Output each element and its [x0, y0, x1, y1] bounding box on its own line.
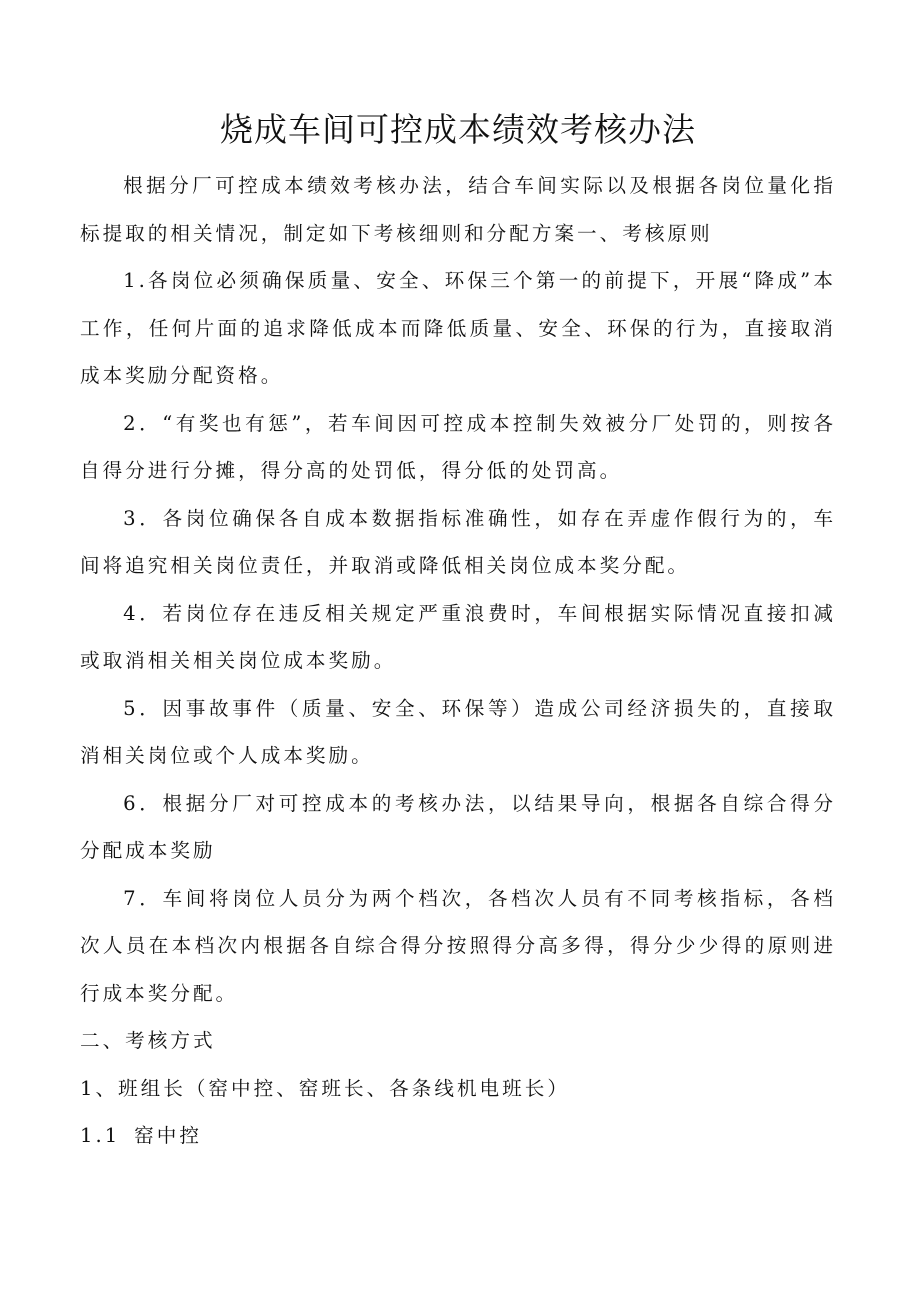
document-title: 烧成车间可控成本绩效考核办法 [220, 110, 696, 149]
principle-2: 2．“有奖也有惩”，若车间因可控成本控制失效被分厂处罚的，则按各自得分进行分摊，得分高的处罚低，得分低的处罚高。 [80, 411, 836, 482]
principle-6: 6．根据分厂对可控成本的考核办法，以结果导向，根据各自综合得分分配成本奖励 [80, 791, 836, 862]
subsection-1-1-label: 窑中控 [134, 1124, 202, 1147]
subsection-1-1-heading [80, 1112, 836, 1160]
intro-paragraph: 根据分厂可控成本绩效考核办法，结合车间实际以及根据各岗位量化指标提取的相关情况，制定如下考核细则和分配方案一、考核原则 [80, 174, 836, 245]
principle-3: 3．各岗位确保各自成本数据指标准确性，如存在弄虚作假行为的，车间将追究相关岗位责任，并取消或降低相关岗位成本奖分配。 [80, 506, 836, 577]
subsection-1-1-number: 1.1 [80, 1124, 121, 1147]
principle-7: 7．车间将岗位人员分为两个档次，各档次人员有不同考核指标，各档次人员在本档次内根据各自综合得分按照得分高多得，得分少少得的原则进行成本奖分配。 [80, 886, 836, 1005]
subsection-1-heading: 1、班组长（窑中控、窑班长、各条线机电班长） [80, 1076, 570, 1100]
principle-1: 1.各岗位必须确保质量、安全、环保三个第一的前提下，开展“降成”本工作，任何片面的追求降低成本而降低质量、安全、环保的行为，直接取消成本奖励分配资格。 [80, 269, 836, 387]
document-body [80, 162, 836, 1160]
principle-5: 5．因事故事件（质量、安全、环保等）造成公司经济损失的，直接取消相关岗位或个人成本奖励。 [80, 696, 836, 767]
section-2-heading: 二、考核方式 [80, 1029, 216, 1052]
principle-4: 4．若岗位存在违反相关规定严重浪费时，车间根据实际情况直接扣减或取消相关相关岗位成本奖励。 [80, 601, 836, 672]
